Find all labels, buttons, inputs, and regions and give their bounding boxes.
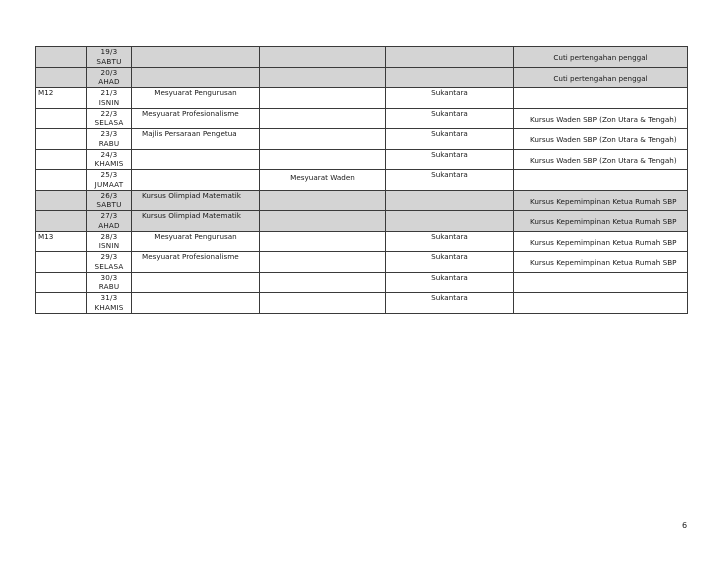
hem-cell (260, 170, 386, 191)
course-cell (514, 67, 688, 88)
sport-cell (386, 272, 514, 293)
activity-cell (132, 190, 260, 211)
sport-text: Sukantara (431, 231, 468, 241)
hem-cell (260, 129, 386, 150)
day-label: KHAMIS (94, 302, 124, 312)
course-text: Kursus Waden SBP (Zon Utara & Tengah) (530, 135, 677, 144)
activity-cell (132, 293, 260, 314)
week-cell (36, 190, 87, 211)
date-label: 29/3 (100, 252, 118, 261)
activity-text: Mesyuarat Profesionalisme (142, 252, 239, 261)
activity-text: Mesyuarat Pengurusan (154, 88, 237, 97)
sport-cell (386, 108, 514, 129)
activity-text: Mesyuarat Pengurusan (154, 231, 237, 241)
table-row (36, 170, 688, 191)
hem-cell (260, 149, 386, 170)
day-label: RABU (98, 138, 120, 148)
hem-cell (260, 67, 386, 88)
sport-text: Sukantara (431, 293, 468, 302)
calendar-table (35, 46, 688, 314)
week-cell (36, 293, 87, 314)
day-label: SELASA (94, 118, 124, 127)
table-row (36, 211, 688, 232)
date-cell (87, 47, 132, 68)
table-row (36, 272, 688, 293)
sport-cell (386, 231, 514, 252)
date-cell (87, 293, 132, 314)
table-row (36, 67, 688, 88)
sport-cell (386, 88, 514, 109)
date-cell (87, 272, 132, 293)
table-row (36, 293, 688, 314)
course-cell (514, 149, 688, 170)
sport-cell (386, 190, 514, 211)
table-row (36, 190, 688, 211)
activity-text: Kursus Olimpiad Matematik (142, 211, 241, 220)
week-cell (36, 108, 87, 129)
week-cell (36, 170, 87, 191)
day-label: SABTU (96, 200, 122, 209)
activity-cell (132, 67, 260, 88)
date-cell (87, 190, 132, 211)
week-cell (36, 47, 87, 68)
course-text: Kursus Waden SBP (Zon Utara & Tengah) (530, 155, 677, 165)
day-label: RABU (98, 282, 120, 291)
week-cell (36, 88, 87, 109)
table-row (36, 231, 688, 252)
sport-text: Sukantara (431, 88, 468, 97)
week-label: M13 (38, 231, 54, 241)
sport-cell (386, 47, 514, 68)
sport-cell (386, 129, 514, 150)
table-row (36, 129, 688, 150)
date-label: 24/3 (100, 149, 118, 159)
activity-text: Kursus Olimpiad Matematik (142, 190, 241, 200)
sport-cell (386, 67, 514, 88)
date-cell (87, 108, 132, 129)
page-number: 6 (682, 521, 688, 530)
date-cell (87, 211, 132, 232)
sport-cell (386, 211, 514, 232)
course-text: Kursus Kepemimpinan Ketua Rumah SBP (530, 237, 677, 247)
date-label: 28/3 (100, 231, 118, 241)
calendar-body (36, 47, 688, 314)
course-cell (514, 88, 688, 109)
day-label: KHAMIS (94, 159, 124, 168)
course-text: Kursus Kepemimpinan Ketua Rumah SBP (530, 196, 677, 206)
week-label: M12 (38, 88, 54, 97)
date-cell (87, 129, 132, 150)
hem-cell (260, 47, 386, 68)
course-cell (514, 129, 688, 150)
sport-text: Sukantara (431, 170, 468, 179)
sport-text: Sukantara (431, 129, 468, 138)
activity-cell (132, 88, 260, 109)
sport-text: Sukantara (431, 149, 468, 159)
week-cell (36, 67, 87, 88)
week-cell (36, 211, 87, 232)
date-cell (87, 231, 132, 252)
sport-cell (386, 252, 514, 273)
course-cell (514, 272, 688, 293)
hem-cell (260, 252, 386, 273)
course-text: Cuti pertengahan penggal (553, 73, 648, 83)
course-cell (514, 231, 688, 252)
activity-text: Mesyuarat Profesionalisme (142, 108, 239, 118)
table-row (36, 108, 688, 129)
date-label: 25/3 (100, 170, 118, 179)
day-label: AHAD (98, 77, 120, 86)
week-cell (36, 231, 87, 252)
hem-cell (260, 88, 386, 109)
activity-cell (132, 170, 260, 191)
date-cell (87, 67, 132, 88)
course-cell (514, 108, 688, 129)
day-label: ISNIN (98, 241, 120, 250)
activity-cell (132, 129, 260, 150)
date-cell (87, 170, 132, 191)
activity-cell (132, 231, 260, 252)
sport-text: Sukantara (431, 272, 468, 282)
course-cell (514, 211, 688, 232)
day-label: SELASA (94, 261, 124, 271)
date-label: 20/3 (100, 67, 118, 77)
course-text: Kursus Waden SBP (Zon Utara & Tengah) (530, 114, 677, 124)
hem-cell (260, 293, 386, 314)
table-row (36, 252, 688, 273)
activity-cell (132, 47, 260, 68)
course-cell (514, 252, 688, 273)
hem-cell (260, 231, 386, 252)
activity-cell (132, 149, 260, 170)
hem-cell (260, 190, 386, 211)
table-row (36, 149, 688, 170)
hem-cell (260, 211, 386, 232)
date-label: 23/3 (100, 129, 118, 138)
table-row (36, 88, 688, 109)
week-cell (36, 129, 87, 150)
week-cell (36, 252, 87, 273)
date-cell (87, 149, 132, 170)
activity-text: Majlis Persaraan Pengetua (142, 129, 237, 138)
sport-cell (386, 170, 514, 191)
date-label: 31/3 (100, 293, 118, 302)
hem-cell (260, 272, 386, 293)
sport-text: Sukantara (431, 252, 468, 261)
date-cell (87, 88, 132, 109)
course-cell (514, 293, 688, 314)
date-cell (87, 252, 132, 273)
day-label: JUMAAT (94, 179, 124, 189)
course-cell (514, 170, 688, 191)
course-text: Kursus Kepemimpinan Ketua Rumah SBP (530, 258, 677, 267)
course-cell (514, 47, 688, 68)
date-label: 26/3 (100, 190, 118, 200)
week-cell (36, 272, 87, 293)
activity-cell (132, 108, 260, 129)
sport-cell (386, 149, 514, 170)
hem-text: Mesyuarat Waden (290, 173, 355, 182)
activity-cell (132, 211, 260, 232)
day-label: SABTU (96, 56, 122, 66)
course-text: Cuti pertengahan penggal (553, 53, 648, 62)
course-text: Kursus Kepemimpinan Ketua Rumah SBP (530, 217, 677, 226)
sport-text: Sukantara (431, 108, 468, 118)
date-label: 22/3 (100, 108, 118, 118)
day-label: ISNIN (98, 97, 120, 107)
date-label: 19/3 (100, 47, 118, 56)
sport-cell (386, 293, 514, 314)
date-label: 30/3 (100, 272, 118, 282)
week-cell (36, 149, 87, 170)
course-cell (514, 190, 688, 211)
date-label: 21/3 (100, 88, 118, 97)
table-row (36, 47, 688, 68)
activity-cell (132, 252, 260, 273)
date-label: 27/3 (100, 211, 118, 220)
hem-cell (260, 108, 386, 129)
activity-cell (132, 272, 260, 293)
day-label: AHAD (98, 220, 120, 230)
